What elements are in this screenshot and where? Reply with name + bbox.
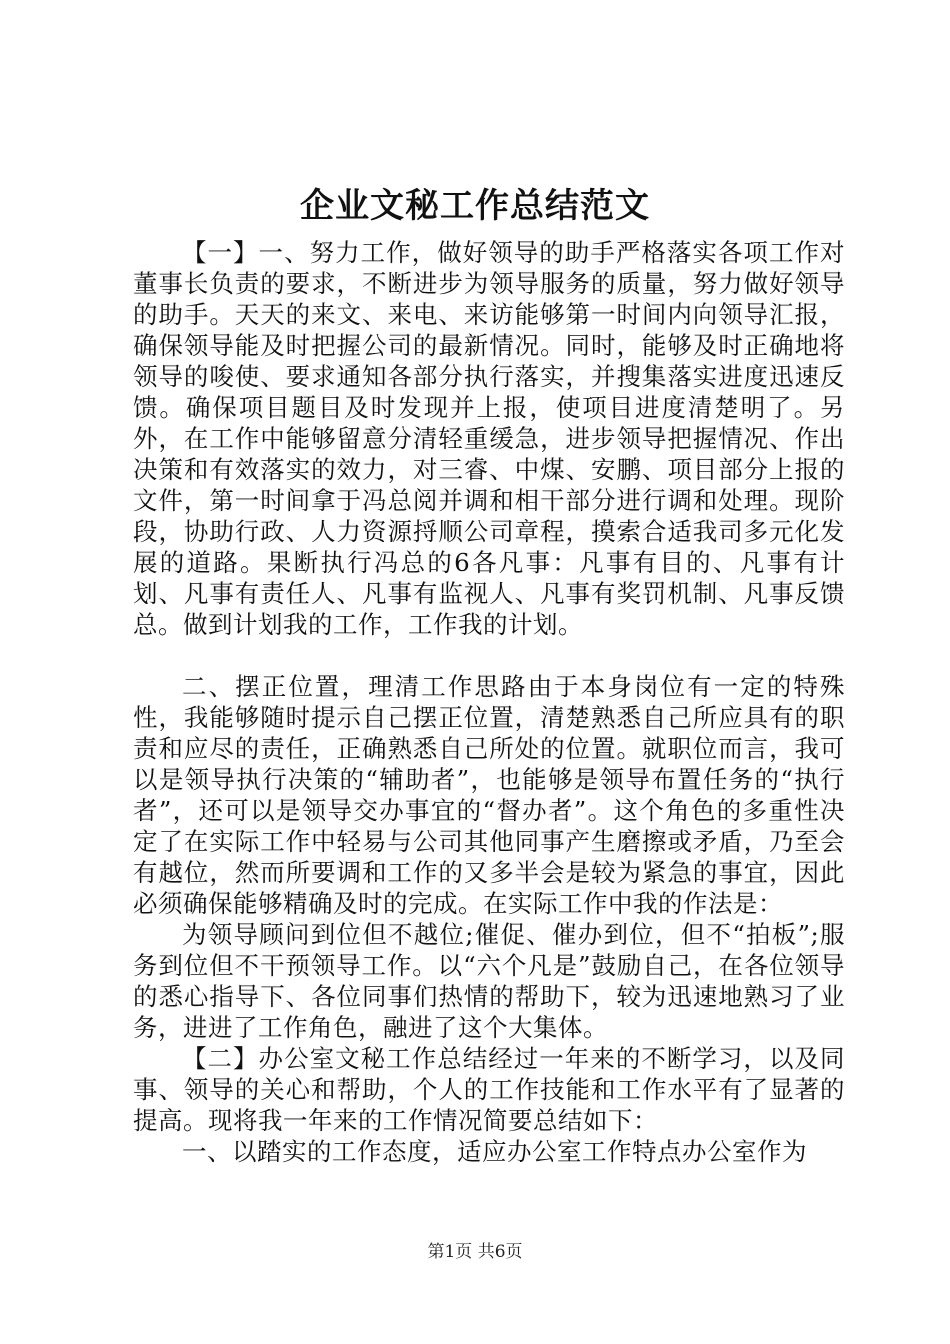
document-title: 企业文秘工作总结范文 <box>300 186 650 226</box>
paragraph-section-one: 【一】一、努力工作，做好领导的助手严格落实各项工作对董事长负责的要求，不断进步为领导服务的质量，努力做好领导的助手。天天的来文、来电、来访能够第一时间内向领导汇报，确保领导能及时把握公司的最新情况。同时，能够及时正确地将领导的唆使、要求通知各部分执行落实，并搜集落实进度迅速反馈。确保项目题目及时发现并上报，使项目进度清楚明了。另外，在工作中能够留意分清轻重缓急，进步领导把握情况、作出决策和有效落实的效力，对三睿、中煤、安鹏、项目部分上报的文件，第一时间拿于冯总阅并调和相干部分进行调和处理。现阶段，协助行政、人力资源捋顺公司章程，摸索合适我司多元化发展的道路。果断执行冯总的6各凡事：凡事有目的、凡事有计划、凡事有责任人、凡事有监视人、凡事有奖罚机制、凡事反馈总。做到计划我的工作，工作我的计划。 <box>133 238 845 639</box>
paragraph-position: 二、摆正位置，理清工作思路由于本身岗位有一定的特殊性，我能够随时提示自己摆正位置，清楚熟悉自己所应具有的职责和应尽的责任，正确熟悉自己所处的位置。就职位而言，我可以是领导执行决策的“辅助者”，也能够是领导布置任务的“执行者”，还可以是领导交办事宜的“督办者”。这个角色的多重性决定了在实际工作中轻易与公司其他同事产生磨擦或矛盾，乃至会有越位，然而所要调和工作的又多半会是较为紧急的事宜，因此必须确保能够精确及时的完成。在实际工作中我的作法是： <box>133 672 845 918</box>
paragraph-approach: 为领导顾问到位但不越位;催促、催办到位，但不“拍板”;服务到位但不干预领导工作。以“六个凡是”鼓励自己，在各位领导的悉心指导下、各位同事们热情的帮助下，较为迅速地熟习了业务，进进了工作角色，融进了这个大集体。 <box>133 920 845 1042</box>
page-footer: 第1页 共6页 <box>427 1242 523 1262</box>
paragraph-attitude: 一、以踏实的工作态度，适应办公室工作特点办公室作为 <box>182 1137 807 1166</box>
document-body <box>133 237 845 1167</box>
paragraph-section-two: 【二】办公室文秘工作总结经过一年来的不断学习，以及同事、领导的关心和帮助，个人的工作技能和工作水平有了显著的提高。现将我一年来的工作情况简要总结如下： <box>133 1044 845 1135</box>
